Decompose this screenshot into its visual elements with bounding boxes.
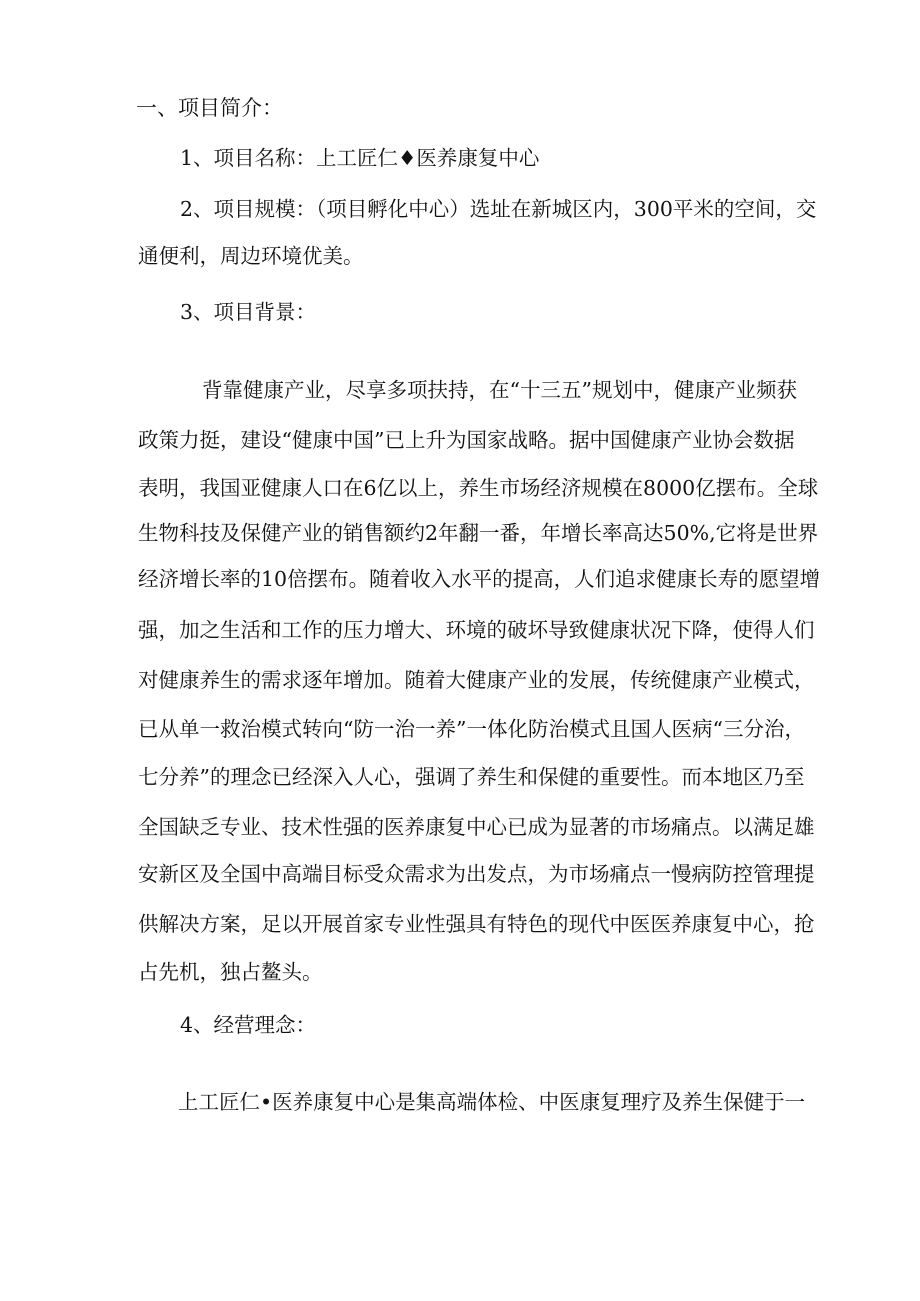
business-philosophy-line: 上工匠仁•医养康复中心是集高端体检、中医康复理疗及养生保健于一 [178,1090,806,1114]
background-paragraph-line: 经济增长率的10倍摆布。随着收入水平的提高，人们追求健康长寿的愿望增 [138,567,821,591]
project-name-line: 1、项目名称：上工匠仁♦医养康复中心 [180,146,540,170]
background-paragraph-line: 全国缺乏专业、技术性强的医养康复中心已成为显著的市场痛点。以满足雄 [138,815,815,839]
background-paragraph-line: 表明，我国亚健康人口在6亿以上，养生市场经济规模在8000亿摆布。全球 [138,476,819,500]
background-paragraph-line: 安新区及全国中高端目标受众需求为出发点，为市场痛点一慢病防控管理提 [138,862,815,886]
business-philosophy-heading: 4、经营理念： [180,1013,317,1037]
background-paragraph-line: 背靠健康产业，尽享多项扶持，在“十三五”规划中，健康产业频获 [202,378,797,402]
background-paragraph-line: 强，加之生活和工作的压力增大、环境的破坏导致健康状况下降，使得人们 [138,618,815,642]
background-paragraph-line: 生物科技及保健产业的销售额约2年翻一番，年增长率高达50%,它将是世界 [138,521,819,545]
project-background-heading: 3、项目背景： [180,300,317,324]
background-paragraph-line: 占先机，独占鳌头。 [138,960,323,984]
project-scale-line-2: 通便利，周边环境优美。 [138,244,364,268]
background-paragraph-line: 政策力挺，建设“健康中国”已上升为国家战略。据中国健康产业协会数据 [138,428,795,452]
background-paragraph-line: 对健康养生的需求逐年增加。随着大健康产业的发展，传统健康产业模式， [138,668,815,692]
project-scale-line-1: 2、项目规模：（项目孵化中心）选址在新城区内，300平米的空间，交 [180,197,817,221]
section-title: 一、项目简介： [136,96,283,120]
background-paragraph-line: 七分养”的理念已经深入人心，强调了养生和保健的重要性。而本地区乃至 [138,765,805,789]
background-paragraph-line: 供解决方案，足以开展首家专业性强具有特色的现代中医医养康复中心，抢 [138,912,815,936]
background-paragraph-line: 已从单一救治模式转向“防一治一养”一体化防治模式且国人医病“三分治， [138,717,805,741]
